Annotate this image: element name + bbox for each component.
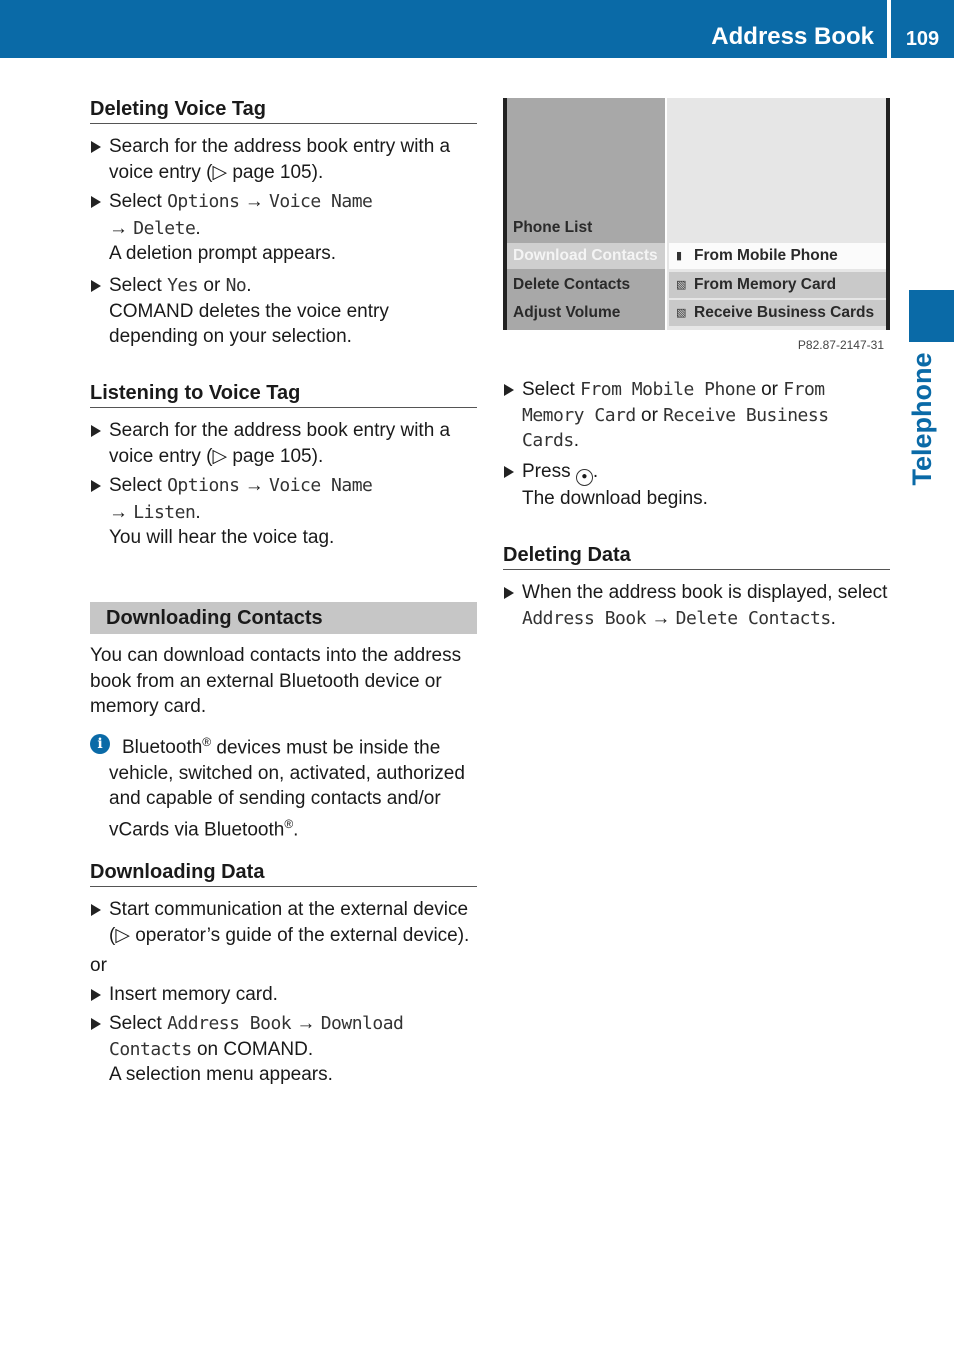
business-card-icon: ▧ <box>676 307 687 319</box>
page-number: 109 <box>905 28 940 50</box>
arrow-text: → <box>109 501 134 523</box>
step-text: Select <box>109 475 168 496</box>
step-result: The download begins. <box>522 488 708 509</box>
step-arrow-icon <box>91 280 101 292</box>
side-tab-label <box>902 353 942 485</box>
menu-from-mobile-phone: From Mobile Phone <box>580 379 756 400</box>
menu-voice-name: Voice Name <box>269 475 373 496</box>
side-tab-marker <box>909 290 954 342</box>
info-text: devices must be inside the vehicle, switched on, activated, authorized and capable of sending contacts and/or vCards via Bluetooth <box>109 737 465 841</box>
or-text: or <box>755 379 784 400</box>
step-text: Select <box>109 1013 168 1034</box>
menu-listen: Listen <box>133 501 196 523</box>
period: . <box>293 819 299 841</box>
side-tab-text: Telephone <box>907 352 937 486</box>
period: . <box>830 607 836 629</box>
step-arrow-icon <box>91 425 101 437</box>
registered-mark: ® <box>284 816 294 831</box>
step-text: Select <box>522 379 581 400</box>
or-text: or <box>90 955 107 976</box>
step-search-entry <box>90 134 477 185</box>
memory-card-icon: ▧ <box>676 279 687 291</box>
screen-menu-phone-list: Phone List <box>513 219 593 236</box>
screen-submenu-from-mobile-phone <box>669 243 886 269</box>
period: . <box>195 217 201 239</box>
step-arrow-icon <box>504 384 514 396</box>
menu-yes: Yes <box>167 275 199 296</box>
menu-options: Options <box>167 475 240 496</box>
arrow-text: → <box>291 1013 321 1034</box>
heading-listening-voice-tag: Listening to Voice Tag <box>90 380 477 408</box>
menu-receive-business-cards: Receive Business Cards <box>522 404 829 451</box>
arrow-text: → <box>239 191 270 212</box>
chapter-title: Address Book <box>711 23 874 50</box>
step-result: COMAND deletes the voice entry depending on your selection. <box>109 300 389 347</box>
screen-edge <box>886 98 890 330</box>
step-text: Insert memory card. <box>109 984 278 1005</box>
step-text: When the address book is displayed, select <box>522 582 888 603</box>
screen-submenu-receive-business-cards <box>669 300 886 326</box>
page-header <box>0 0 954 58</box>
menu-download-contacts: Download Contacts <box>109 1013 404 1060</box>
submenu-label: From Memory Card <box>694 276 837 293</box>
step-text: Select <box>109 275 168 296</box>
section-banner-downloading-contacts: Downloading Contacts <box>90 602 477 634</box>
step-arrow-icon <box>91 989 101 1001</box>
step-arrow-icon <box>91 1018 101 1030</box>
step-insert-card <box>90 982 477 1008</box>
step-text: Select <box>109 191 168 212</box>
heading-deleting-voice-tag: Deleting Voice Tag <box>90 96 477 124</box>
period: . <box>592 461 599 482</box>
screen-menu-adjust-volume: Adjust Volume <box>513 304 621 321</box>
comand-screen-image <box>503 98 890 356</box>
submenu-label: From Mobile Phone <box>694 247 838 264</box>
step-search-entry-2 <box>90 418 477 469</box>
step-arrow-icon <box>91 141 101 153</box>
menu-address-book: Address Book <box>522 607 647 629</box>
step-arrow-icon <box>91 196 101 208</box>
step-select-listen <box>90 473 477 551</box>
info-icon: i <box>90 734 110 754</box>
menu-address-book: Address Book <box>167 1013 292 1034</box>
period: . <box>246 275 252 296</box>
menu-voice-name: Voice Name <box>269 191 373 212</box>
step-text: Search for the address book entry with a voice entry (▷ page 105). <box>109 136 451 183</box>
step-arrow-icon <box>504 587 514 599</box>
or-text: or <box>635 404 664 426</box>
menu-delete-contacts: Delete Contacts <box>675 607 831 629</box>
phone-icon: ▮ <box>676 250 683 262</box>
step-text: Press <box>522 461 576 482</box>
step-result: You will hear the voice tag. <box>109 527 335 548</box>
step-start-communication <box>90 897 477 948</box>
step-arrow-icon <box>91 904 101 916</box>
arrow-text: → <box>239 475 270 496</box>
screen-submenu-from-memory-card <box>669 272 886 298</box>
step-result: A selection menu appears. <box>109 1064 333 1085</box>
screen-menu-download-contacts: Download Contacts <box>507 243 665 269</box>
screen-menu-delete-contacts: Delete Contacts <box>513 276 631 293</box>
period: . <box>195 501 201 523</box>
menu-no: No <box>225 275 247 296</box>
menu-options: Options <box>167 191 240 212</box>
arrow-text: → <box>109 217 134 239</box>
step-text: Search for the address book entry with a voice entry (▷ page 105). <box>109 420 451 467</box>
or-text: or <box>198 275 226 296</box>
period: . <box>573 430 579 451</box>
step-press-controller <box>503 459 890 512</box>
arrow-text: → <box>646 607 676 629</box>
heading-deleting-data: Deleting Data <box>503 542 890 570</box>
info-text: Bluetooth <box>122 737 203 759</box>
menu-delete: Delete <box>133 217 196 239</box>
intro-paragraph: You can download contacts into the address book from an external Bluetooth device or memory card. <box>90 645 462 717</box>
step-text: on COMAND. <box>191 1038 314 1060</box>
step-delete-contacts <box>503 580 890 631</box>
screen-edge <box>503 98 507 330</box>
menu-from-memory-card: From Memory Card <box>522 379 825 426</box>
step-select-delete <box>90 189 477 267</box>
step-result: A deletion prompt appears. <box>109 243 337 264</box>
step-arrow-icon <box>91 480 101 492</box>
step-select-download <box>90 1011 477 1088</box>
step-text: Start communication at the external device (▷ operator’s guide of the external device). <box>109 899 470 946</box>
registered-mark: ® <box>202 735 212 749</box>
submenu-label: Receive Business Cards <box>694 304 875 321</box>
heading-downloading-data: Downloading Data <box>90 859 477 887</box>
info-note <box>90 730 477 843</box>
step-select-yes-no <box>90 273 477 350</box>
step-select-source <box>503 377 890 454</box>
controller-press-icon: ● <box>576 469 593 486</box>
step-arrow-icon <box>504 466 514 478</box>
image-caption: P82.87-2147-31 <box>797 338 884 352</box>
